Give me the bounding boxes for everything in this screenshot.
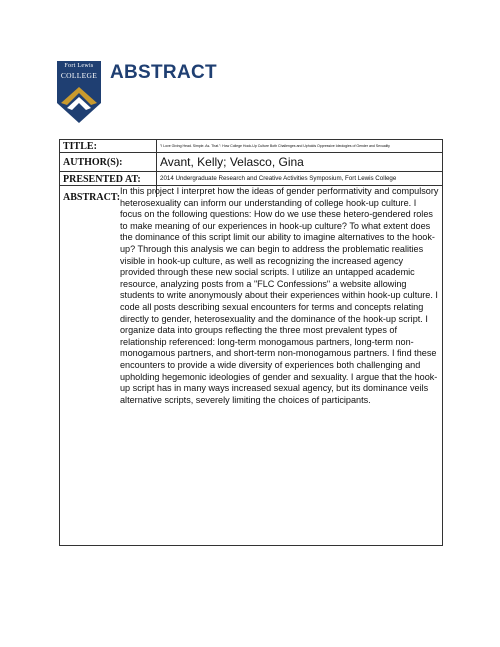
authors-row [60, 153, 442, 172]
presented-row [60, 172, 442, 186]
mountain-emblem-icon [57, 81, 101, 123]
page-title: ABSTRACT [110, 62, 217, 83]
abstract-text: In this project I interpret how the ideas of gender performativity and compulsory heterosexuality can inform our understanding of college hook-up culture. I focus on the following questions: How do we use these hetero-gendered roles to make meaning of our experiences in hook-up culture? To what extent does the dominance of this script limit our ability to imagine alternatives to the hook-up? Through this analysis we can begin to address the problematic realities visible in hook-up culture, as well as recognizing the increased agency provided through these new social scripts. I utilize an untapped academic resource, analyzing posts from a "FLC Confessions" a website allowing students to write anonymously about their experiences within hook-up culture. I code all posts describing sexual encounters for terms and concepts relating directly to gender, heterosexuality and the dominance of the hook-up script. I organize data into groups reflecting the three most prevalent types of relationship referenced: long-term monogamous partners, long-term non-monogamous partners, and short-term non-monogamous partners. I find these encounters to provide a wide diversity of experiences both challenging and upholding hegemonic ideologies of gender and sexuality. I argue that the hook-up script has in many ways increased sexual agency, but its dominance veils alternative scripts, severely limiting the choices of participants. [120, 186, 439, 405]
abstract-form [59, 139, 443, 546]
authors-value: Avant, Kelly; Velasco, Gina [160, 155, 304, 169]
logo-text [57, 62, 101, 80]
logo-line-2: COLLEGE [60, 71, 98, 80]
college-logo [57, 61, 101, 123]
title-value: "I Love Giving Head. Simple. As. That.": How College Hook-Up Culture Both Challenges and Upholds Oppressive Ideologies of Gender and Sexuality [160, 144, 390, 148]
presented-label: PRESENTED AT: [63, 174, 141, 185]
title-row [60, 140, 442, 153]
authors-label: AUTHOR(S): [63, 157, 123, 168]
abstract-label: ABSTRACT: [63, 192, 121, 203]
title-label: TITLE: [63, 141, 97, 152]
logo-line-1: Fort Lewis [64, 63, 94, 69]
presented-value: 2014 Undergraduate Research and Creative Activities Symposium, Fort Lewis College [160, 175, 397, 182]
